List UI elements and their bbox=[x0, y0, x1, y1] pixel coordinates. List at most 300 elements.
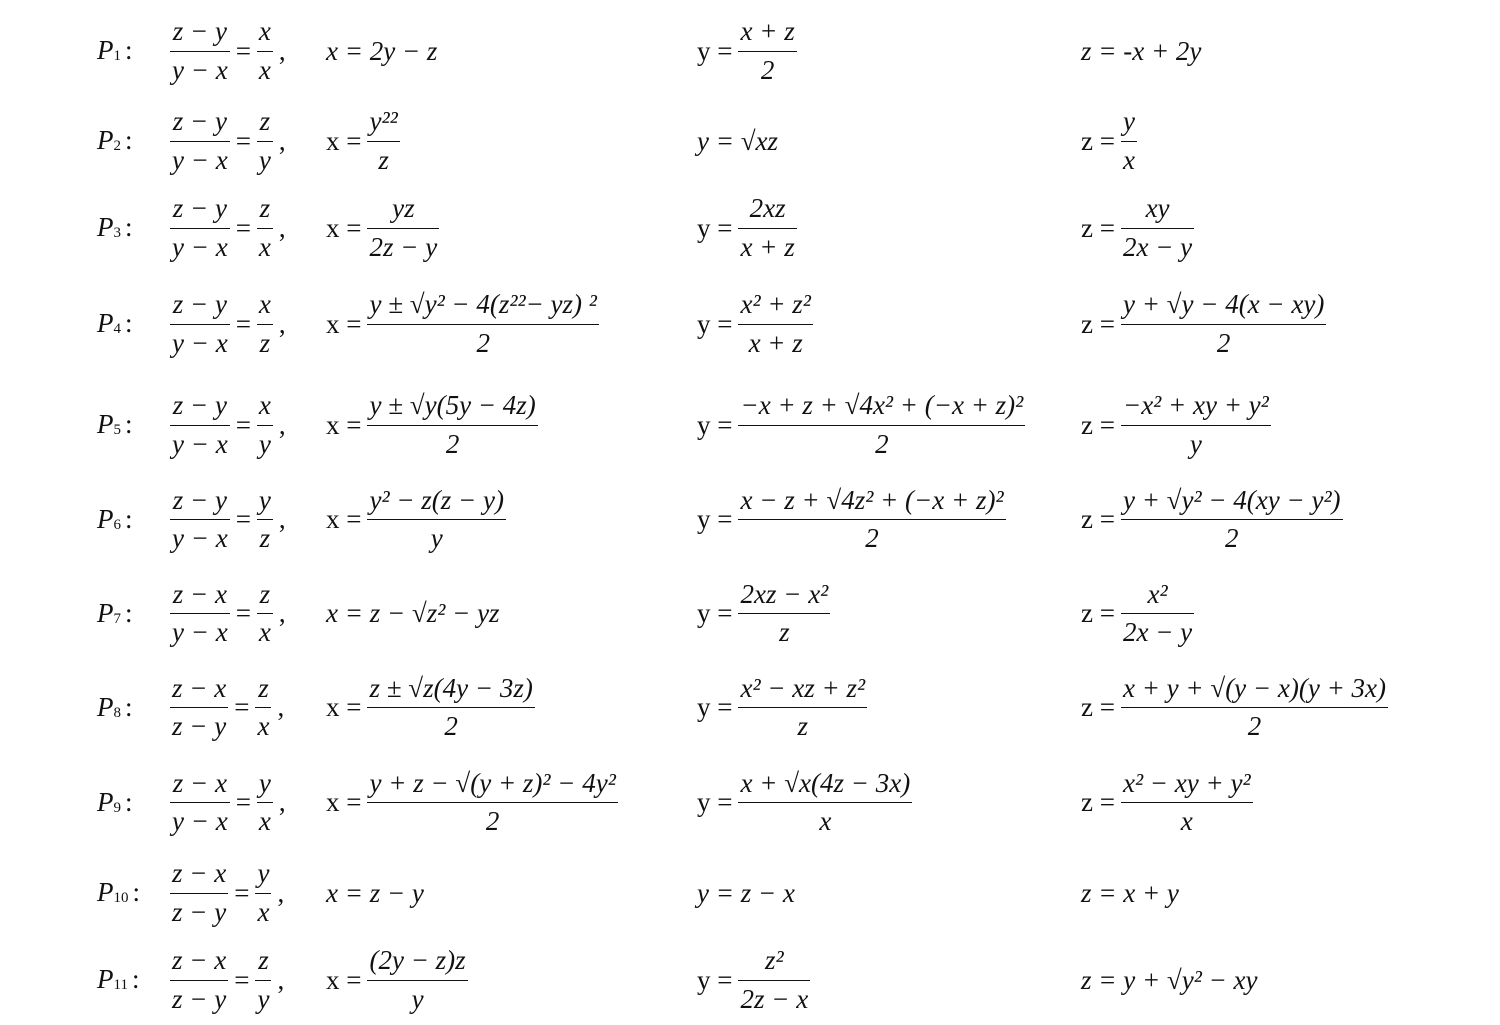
solution-z-lhs: z = bbox=[1081, 787, 1115, 817]
proportion-left-numerator: z − x bbox=[170, 768, 230, 803]
row-label-index: 8 bbox=[113, 704, 121, 721]
solution-x-lhs: x = bbox=[326, 409, 362, 440]
solution-y-cell bbox=[697, 660, 867, 755]
proportion-equation bbox=[170, 378, 286, 472]
equals-sign: = bbox=[234, 877, 250, 908]
row-label-colon: : bbox=[125, 691, 133, 722]
solution-y-cell bbox=[697, 272, 813, 376]
proportion-left-denominator: z − y bbox=[172, 896, 227, 927]
solution-z-cell bbox=[1081, 378, 1271, 472]
solution-z-fraction bbox=[1121, 485, 1343, 554]
proportion-left-denominator: y − x bbox=[172, 617, 228, 647]
proportion-right-fraction bbox=[257, 16, 273, 85]
solution-x-fraction bbox=[367, 945, 467, 1014]
solution-z-fraction bbox=[1121, 193, 1194, 262]
solution-x-lhs: x = bbox=[326, 787, 362, 817]
solution-x-fraction-numerator: y²² bbox=[367, 106, 399, 141]
proportion-right-fraction bbox=[255, 858, 271, 927]
solution-z-text: z = y + √y² − xy bbox=[1081, 964, 1258, 995]
solution-y bbox=[697, 125, 779, 156]
solution-y-fraction-numerator: z² bbox=[738, 945, 810, 980]
row-label bbox=[97, 879, 140, 906]
solution-y-fraction-denominator: x + z bbox=[740, 231, 795, 262]
comma: , bbox=[278, 598, 286, 628]
proportion-right-numerator: y bbox=[255, 858, 271, 893]
row-label-letter: P bbox=[97, 597, 114, 628]
row-label-letter: P bbox=[97, 877, 114, 907]
row-label bbox=[97, 597, 133, 628]
solution-x bbox=[326, 600, 500, 627]
solution-x-text: x = z − √z² − yz bbox=[326, 598, 500, 628]
proportion-right-numerator: z bbox=[257, 106, 273, 141]
proportion-left-denominator: y − x bbox=[172, 54, 228, 85]
equals-sign: = bbox=[235, 308, 251, 339]
row-label-letter: P bbox=[97, 212, 114, 242]
proportion-left-fraction bbox=[170, 390, 230, 459]
solution-y-fraction bbox=[738, 945, 810, 1014]
proportion-left-numerator: z − y bbox=[170, 485, 230, 520]
proportion-equation bbox=[170, 272, 286, 376]
solution-y bbox=[697, 485, 1006, 554]
proportion-right-numerator: y bbox=[257, 768, 273, 803]
solution-x-fraction-denominator: 2 bbox=[445, 428, 460, 459]
solution-x-lhs: x = bbox=[326, 504, 362, 534]
solution-x-fraction-numerator: y² − z(z − y) bbox=[367, 485, 506, 520]
proportion-right-denominator: z bbox=[259, 327, 271, 358]
proportion-left-fraction bbox=[170, 485, 230, 554]
proportion-right-numerator: z bbox=[255, 673, 271, 708]
equation-row bbox=[0, 567, 1500, 660]
solution-x-cell bbox=[326, 937, 468, 1023]
solution-x bbox=[326, 35, 438, 66]
solution-z-fraction-numerator: x² bbox=[1121, 579, 1194, 614]
proportion-right-denominator: x bbox=[257, 896, 270, 927]
solution-y bbox=[697, 945, 810, 1014]
solution-z-lhs: z = bbox=[1081, 125, 1115, 156]
proportion-left-fraction bbox=[170, 193, 230, 262]
solution-x-fraction-numerator: z ± √z(4y − 3z) bbox=[367, 673, 534, 708]
solution-y-fraction-numerator: x + z bbox=[738, 16, 796, 51]
solution-z-lhs: z = bbox=[1081, 409, 1115, 440]
proportion-left-numerator: z − y bbox=[170, 106, 230, 141]
solution-y-cell bbox=[697, 378, 1025, 472]
solution-x-fraction-denominator: 2 bbox=[476, 327, 490, 358]
proportion-right-denominator: x bbox=[258, 54, 271, 85]
proportion-equation bbox=[170, 472, 286, 567]
solution-z bbox=[1081, 193, 1194, 262]
solution-z bbox=[1081, 106, 1137, 175]
solution-z-cell bbox=[1081, 755, 1253, 850]
row-label bbox=[97, 37, 133, 64]
solution-y-cell bbox=[697, 98, 778, 184]
row-label bbox=[97, 411, 133, 438]
solution-x-fraction-numerator: y ± √y(5y − 4z) bbox=[367, 390, 537, 425]
solution-z bbox=[1081, 579, 1194, 648]
proportion-right-denominator: x bbox=[258, 231, 271, 262]
solution-z-lhs: z = bbox=[1081, 308, 1115, 339]
proportion-equation bbox=[170, 98, 286, 184]
solution-y-lhs: y = bbox=[697, 35, 733, 66]
solution-z-cell bbox=[1081, 272, 1326, 376]
proportion-right-denominator: y bbox=[258, 144, 271, 175]
solution-z-fraction-numerator: x² − xy + y² bbox=[1121, 768, 1253, 803]
solution-z-fraction bbox=[1121, 579, 1194, 648]
solution-z-cell bbox=[1081, 850, 1179, 936]
solution-z bbox=[1081, 673, 1388, 742]
row-label-colon: : bbox=[131, 964, 140, 994]
solution-z bbox=[1081, 485, 1343, 554]
solution-z-fraction-numerator: y + √y − 4(x − xy) bbox=[1121, 289, 1326, 324]
proportion-right-denominator: x bbox=[257, 711, 270, 741]
proportion-left-denominator: y − x bbox=[172, 523, 228, 553]
solution-x-fraction bbox=[367, 768, 617, 837]
proportion-left-denominator: y − x bbox=[172, 806, 228, 836]
comma: , bbox=[277, 964, 285, 995]
proportion-right-numerator: x bbox=[257, 289, 273, 324]
proportion-left-numerator: z − y bbox=[170, 390, 230, 425]
solution-x-fraction-denominator: y bbox=[411, 983, 424, 1014]
proportion-left-numerator: z − y bbox=[170, 289, 230, 324]
solution-y-fraction-denominator: 2 bbox=[760, 54, 775, 85]
solution-y-fraction-denominator: 2z − x bbox=[740, 983, 809, 1014]
proportion-left-fraction bbox=[170, 673, 228, 742]
proportion-right-numerator: z bbox=[257, 579, 273, 614]
solution-z-fraction bbox=[1121, 106, 1137, 175]
solution-z-lhs: z = bbox=[1081, 212, 1115, 243]
solution-x-fraction-denominator: z bbox=[378, 144, 389, 175]
solution-y-fraction-numerator: 2xz − x² bbox=[738, 579, 830, 614]
solution-x-fraction bbox=[367, 390, 537, 459]
solution-z-fraction-numerator: xy bbox=[1121, 193, 1194, 228]
solution-y-cell bbox=[697, 567, 830, 660]
comma: , bbox=[277, 877, 285, 908]
solution-y-lhs: y = bbox=[697, 409, 733, 440]
proportion-left-fraction bbox=[170, 289, 230, 358]
solution-x-cell bbox=[326, 660, 535, 755]
row-label bbox=[97, 786, 133, 817]
solution-y-cell bbox=[697, 755, 912, 850]
proportion-equation bbox=[170, 184, 286, 272]
solution-z-cell bbox=[1081, 937, 1258, 1023]
solution-y-fraction bbox=[738, 579, 830, 648]
proportion-right-fraction bbox=[257, 390, 273, 459]
solution-x-fraction-denominator: 2z − y bbox=[369, 231, 438, 262]
comma: , bbox=[278, 504, 286, 534]
solution-z-fraction-denominator: 2 bbox=[1247, 711, 1262, 741]
proportion-right-denominator: y bbox=[258, 428, 271, 459]
solution-y-fraction-numerator: −x + z + √4x² + (−x + z)² bbox=[738, 390, 1025, 425]
solution-y-cell bbox=[697, 850, 795, 936]
proportion-equation bbox=[170, 660, 284, 755]
solution-x bbox=[326, 289, 599, 358]
row-label-index: 11 bbox=[113, 977, 128, 993]
solution-z-fraction-denominator: 2x − y bbox=[1122, 231, 1193, 262]
solution-x bbox=[326, 193, 439, 262]
solution-x bbox=[326, 768, 618, 837]
solution-y-cell bbox=[697, 8, 797, 94]
solution-x-cell bbox=[326, 98, 400, 184]
row-label-colon: : bbox=[132, 877, 141, 907]
solution-z-fraction bbox=[1121, 673, 1388, 742]
solution-x-fraction bbox=[367, 485, 506, 554]
row-label-index: 4 bbox=[113, 321, 121, 337]
solution-z bbox=[1081, 877, 1179, 908]
row-label-colon: : bbox=[125, 125, 133, 155]
row-label-letter: P bbox=[97, 35, 114, 65]
solution-y-fraction bbox=[738, 768, 912, 837]
proportion-equation bbox=[170, 850, 284, 936]
comma: , bbox=[278, 787, 286, 817]
solution-y-fraction-denominator: x bbox=[819, 806, 832, 836]
row-label-letter: P bbox=[97, 125, 114, 155]
equals-sign: = bbox=[235, 35, 251, 66]
solution-z-fraction-denominator: 2x − y bbox=[1122, 617, 1193, 647]
solution-z bbox=[1081, 390, 1271, 459]
solution-x-fraction bbox=[367, 106, 399, 175]
solution-y-fraction-denominator: z bbox=[797, 711, 809, 741]
proportion-right-denominator: x bbox=[258, 806, 271, 836]
solution-x-fraction-numerator: y ± √y² − 4(z²²− yz) ² bbox=[367, 289, 598, 324]
proportion-right-numerator: y bbox=[257, 485, 273, 520]
solution-z-fraction bbox=[1121, 768, 1253, 837]
solution-y bbox=[697, 579, 830, 648]
solution-y-lhs: y = bbox=[697, 787, 733, 817]
row-label-index: 9 bbox=[113, 799, 121, 816]
comma: , bbox=[278, 308, 286, 339]
solution-x-cell bbox=[326, 8, 437, 94]
solution-z-fraction-numerator: y + √y² − 4(xy − y²) bbox=[1121, 485, 1343, 520]
proportion-left-fraction bbox=[170, 945, 228, 1014]
row-label bbox=[97, 503, 133, 534]
solution-y-fraction-denominator: x + z bbox=[748, 327, 803, 358]
solution-y-fraction bbox=[738, 673, 867, 742]
solution-y-fraction-denominator: 2 bbox=[865, 523, 879, 553]
proportion-right-fraction bbox=[257, 485, 273, 554]
proportion-left-denominator: z − y bbox=[172, 711, 227, 741]
solution-y-lhs: y = bbox=[697, 692, 733, 722]
solution-y-lhs: y = bbox=[697, 212, 733, 243]
solution-x-fraction-denominator: 2 bbox=[485, 806, 500, 836]
solution-x-fraction-numerator: (2y − z)z bbox=[367, 945, 467, 980]
proportion-left-denominator: z − y bbox=[172, 983, 227, 1014]
proportion-equation bbox=[170, 567, 286, 660]
solution-y-fraction-numerator: x + √x(4z − 3x) bbox=[738, 768, 912, 803]
solution-z-fraction-denominator: x bbox=[1122, 144, 1135, 175]
row-label-letter: P bbox=[97, 308, 114, 338]
solution-y-lhs: y = bbox=[697, 964, 733, 995]
proportion-left-numerator: z − y bbox=[170, 193, 230, 228]
row-label-colon: : bbox=[125, 409, 133, 439]
solution-x bbox=[326, 485, 506, 554]
solution-x-cell bbox=[326, 378, 538, 472]
solution-z-fraction bbox=[1121, 289, 1326, 358]
proportion-left-fraction bbox=[170, 858, 228, 927]
comma: , bbox=[277, 692, 285, 722]
proportion-left-denominator: y − x bbox=[172, 327, 228, 358]
row-label-index: 1 bbox=[113, 48, 121, 64]
solution-y-lhs: y = bbox=[697, 308, 733, 339]
solution-y-cell bbox=[697, 472, 1006, 567]
solution-z-fraction-numerator: y bbox=[1121, 106, 1137, 141]
comma: , bbox=[278, 125, 286, 156]
solution-x bbox=[326, 390, 538, 459]
equals-sign: = bbox=[234, 964, 250, 995]
row-label-letter: P bbox=[97, 409, 114, 439]
solution-x bbox=[326, 877, 424, 908]
proportion-left-numerator: z − x bbox=[170, 579, 230, 614]
equals-sign: = bbox=[235, 598, 251, 628]
row-label bbox=[97, 127, 133, 154]
equation-row bbox=[0, 850, 1500, 936]
solution-x bbox=[326, 945, 468, 1014]
solution-x-fraction-denominator: y bbox=[430, 523, 443, 553]
solution-z-fraction-denominator: y bbox=[1189, 428, 1202, 459]
solution-z-cell bbox=[1081, 184, 1194, 272]
equals-sign: = bbox=[234, 692, 250, 722]
equation-row bbox=[0, 272, 1500, 376]
solution-x-fraction-numerator: yz bbox=[367, 193, 439, 228]
solution-z-cell bbox=[1081, 8, 1201, 94]
solution-y-fraction bbox=[738, 16, 796, 85]
solution-x-lhs: x = bbox=[326, 964, 362, 995]
proportion-equation bbox=[170, 755, 286, 850]
equals-sign: = bbox=[235, 787, 251, 817]
solution-x-cell bbox=[326, 272, 599, 376]
solution-z-fraction-numerator: x + y + √(y − x)(y + 3x) bbox=[1121, 673, 1388, 708]
equation-row bbox=[0, 472, 1500, 567]
row-label bbox=[97, 310, 133, 337]
comma: , bbox=[278, 35, 286, 66]
proportion-right-fraction bbox=[257, 106, 273, 175]
proportion-left-numerator: z − x bbox=[170, 945, 228, 980]
solution-z-fraction-denominator: 2 bbox=[1216, 327, 1231, 358]
solution-y-fraction bbox=[738, 193, 796, 262]
equation-row bbox=[0, 184, 1500, 272]
solution-x-cell bbox=[326, 472, 506, 567]
solution-y bbox=[697, 768, 912, 837]
solution-z-fraction-denominator: 2 bbox=[1225, 523, 1239, 553]
solution-x-cell bbox=[326, 755, 618, 850]
row-label-colon: : bbox=[125, 308, 133, 338]
solution-y-text: y = z − x bbox=[697, 877, 795, 908]
solution-z-fraction bbox=[1121, 390, 1271, 459]
solution-y bbox=[697, 877, 795, 908]
equation-row bbox=[0, 8, 1500, 94]
proportion-left-fraction bbox=[170, 579, 230, 648]
solution-y-fraction bbox=[738, 485, 1005, 554]
row-label-letter: P bbox=[97, 503, 114, 534]
solution-x-fraction-denominator: 2 bbox=[444, 711, 458, 741]
row-label-colon: : bbox=[125, 597, 133, 628]
solution-z bbox=[1081, 289, 1326, 358]
proportion-left-denominator: y − x bbox=[172, 428, 228, 459]
comma: , bbox=[278, 212, 286, 243]
solution-y bbox=[697, 289, 813, 358]
solution-z bbox=[1081, 35, 1202, 66]
equation-row bbox=[0, 660, 1500, 755]
solution-z-cell bbox=[1081, 472, 1343, 567]
row-label-letter: P bbox=[97, 786, 114, 817]
equals-sign: = bbox=[235, 504, 251, 534]
proportion-right-fraction bbox=[257, 579, 273, 648]
proportion-equation bbox=[170, 8, 286, 94]
row-label-index: 2 bbox=[113, 138, 121, 154]
solution-y bbox=[697, 16, 797, 85]
solution-y-fraction-numerator: x − z + √4z² + (−x + z)² bbox=[738, 485, 1005, 520]
row-label bbox=[97, 691, 133, 722]
equation-row bbox=[0, 98, 1500, 184]
solution-z bbox=[1081, 768, 1253, 837]
solution-z-lhs: z = bbox=[1081, 598, 1115, 628]
solution-z-cell bbox=[1081, 660, 1388, 755]
proportion-right-fraction bbox=[255, 945, 271, 1014]
equation-row bbox=[0, 378, 1500, 472]
solution-y-fraction-numerator: 2xz bbox=[738, 193, 796, 228]
solution-z bbox=[1081, 964, 1258, 995]
solution-z-cell bbox=[1081, 567, 1194, 660]
proportion-right-numerator: z bbox=[255, 945, 271, 980]
proportion-left-denominator: y − x bbox=[172, 144, 228, 175]
row-label bbox=[97, 214, 133, 241]
row-label-colon: : bbox=[125, 212, 133, 242]
solution-y-lhs: y = bbox=[697, 504, 733, 534]
solution-x-cell bbox=[326, 567, 500, 660]
proportion-left-numerator: z − x bbox=[170, 673, 228, 708]
proportion-right-denominator: z bbox=[259, 523, 271, 553]
equals-sign: = bbox=[235, 212, 251, 243]
row-label-index: 3 bbox=[113, 225, 121, 241]
solution-x-lhs: x = bbox=[326, 692, 362, 722]
row-label-colon: : bbox=[125, 786, 133, 817]
equation-row bbox=[0, 937, 1500, 1023]
solution-x-fraction bbox=[367, 673, 534, 742]
solution-x-fraction-numerator: y + z − √(y + z)² − 4y² bbox=[367, 768, 617, 803]
proportion-right-fraction bbox=[257, 289, 273, 358]
solution-z-lhs: z = bbox=[1081, 504, 1115, 534]
proportion-equation bbox=[170, 937, 284, 1023]
solution-x-cell bbox=[326, 850, 424, 936]
proportion-right-denominator: y bbox=[257, 983, 270, 1014]
proportion-right-numerator: z bbox=[257, 193, 273, 228]
comma: , bbox=[278, 409, 286, 440]
solution-y-fraction-numerator: x² + z² bbox=[738, 289, 812, 324]
solution-z-fraction-numerator: −x² + xy + y² bbox=[1121, 390, 1271, 425]
solution-y-lhs: y = bbox=[697, 598, 733, 628]
proportion-right-fraction bbox=[257, 768, 273, 837]
solution-z-text: z = -x + 2y bbox=[1081, 35, 1202, 66]
row-label-colon: : bbox=[125, 503, 133, 534]
equation-row bbox=[0, 755, 1500, 850]
solution-z-cell bbox=[1081, 98, 1137, 184]
solution-y-cell bbox=[697, 184, 797, 272]
proportion-left-numerator: z − x bbox=[170, 858, 228, 893]
proportion-right-denominator: x bbox=[258, 617, 271, 647]
row-label-index: 5 bbox=[113, 422, 121, 438]
solution-x bbox=[326, 673, 535, 742]
equals-sign: = bbox=[235, 125, 251, 156]
proportion-right-fraction bbox=[257, 193, 273, 262]
proportion-right-numerator: x bbox=[257, 16, 273, 51]
proportion-left-denominator: y − x bbox=[172, 231, 228, 262]
row-label-letter: P bbox=[97, 691, 114, 722]
solution-z-text: z = x + y bbox=[1081, 877, 1179, 908]
solution-y-text: y = √xz bbox=[697, 125, 779, 156]
solution-x-fraction bbox=[367, 193, 439, 262]
row-label-colon: : bbox=[125, 35, 133, 65]
equals-sign: = bbox=[235, 409, 251, 440]
solution-y-fraction-numerator: x² − xz + z² bbox=[738, 673, 867, 708]
solution-z-lhs: z = bbox=[1081, 692, 1115, 722]
